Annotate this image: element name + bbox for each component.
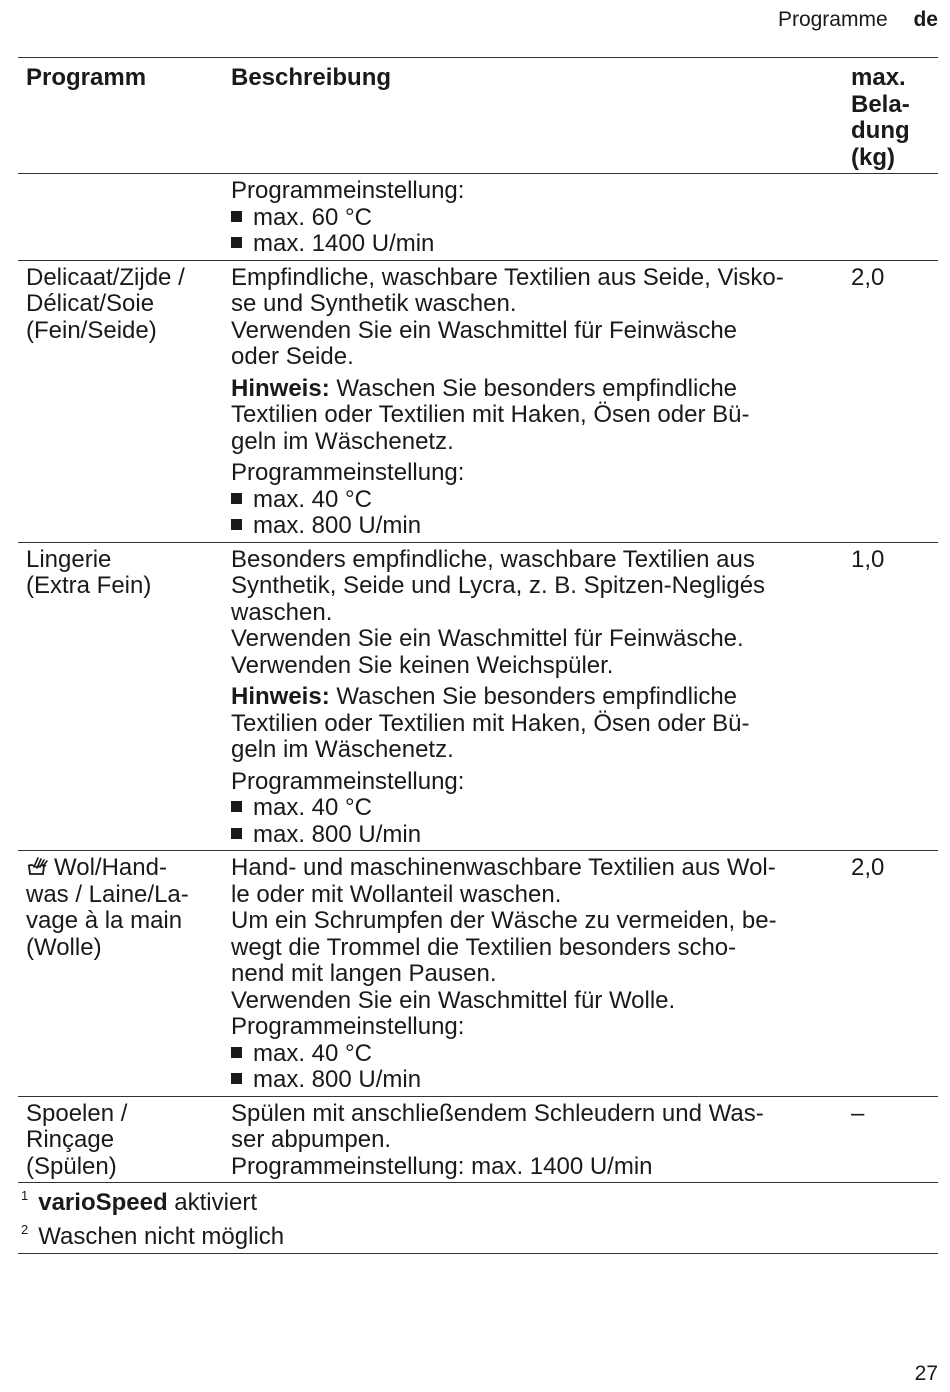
program-load: 1,0 [851, 542, 938, 851]
header-load-line: (kg) [851, 143, 895, 171]
program-name: Lingerie (Extra Fein) [18, 542, 231, 851]
setting-label: Programmeinstellung: [231, 767, 465, 795]
program-table [18, 57, 938, 1254]
program-name: Wol/Hand- was / Laine/La- vage à la main (Wolle) [18, 851, 231, 1097]
bullet-square-icon [231, 237, 242, 248]
footnotes [18, 1183, 938, 1254]
bullet-square-icon [231, 828, 242, 839]
settings-paragraph [231, 460, 847, 540]
program-description [231, 174, 851, 261]
header-load-line: dung [851, 117, 910, 144]
header-program: Programm [18, 58, 231, 174]
bullet-square-icon [231, 493, 242, 504]
setting-label: Programmeinstellung: [231, 1013, 465, 1040]
bullet-square-icon [231, 519, 242, 530]
bullet-item: max. 40 °C [231, 487, 847, 514]
header-load-line: Bela- [851, 90, 910, 118]
page-header [778, 8, 938, 32]
note-label: Hinweis: [231, 683, 330, 710]
bullet-square-icon [231, 1047, 242, 1058]
program-name: Delicaat/Zijde / Délicat/Soie (Fein/Seide) [18, 260, 231, 542]
program-description: Besonders empfindliche, waschbare Textilien aus Synthetik, Seide und Lycra, z. B. Spitzen-Negligés waschen. Verwenden Sie ein Waschmittel für Feinwäsche. Verwenden Sie keinen Weichspüler. Hinweis: Waschen Sie besonders empfindliche Textilien oder Textilien mit Haken, Ösen oder Bü- geln im Wäschenetz. Programmeinstellung: max. 40 °C max. 800 U/min [231, 542, 851, 851]
footnote-cell [18, 1183, 938, 1254]
setting-label: Programmeinstellung: [231, 177, 465, 204]
bullet-item: max. 800 U/min [231, 822, 847, 849]
page-number: 27 [914, 1362, 938, 1385]
header-load [851, 58, 938, 174]
hand-wash-icon [26, 855, 50, 877]
bullet-item: max. 40 °C [231, 795, 847, 822]
bullet-square-icon [231, 211, 242, 222]
section-title: Programme [777, 8, 888, 31]
program-name: Spoelen / Rinçage (Spülen) [18, 1096, 231, 1183]
settings-paragraph [231, 769, 847, 849]
footnote: $^1$ varioSpeed aktiviert [21, 1188, 257, 1216]
language-code: de [913, 8, 938, 31]
program-name [18, 174, 231, 261]
table-row [18, 542, 938, 851]
note-paragraph: Hinweis: Waschen Sie besonders empfindliche Textilien oder Textilien mit Haken, Ösen oder Bü- geln im Wäschenetz. [231, 374, 750, 455]
bullet-item: max. 40 °C [231, 1041, 847, 1068]
program-description: Hand- und maschinenwaschbare Textilien aus Wol- le oder mit Wollanteil waschen. Um ein Schrumpfen der Wäsche zu vermeiden, be- wegt die Trommel die Textilien besonders scho- nend mit langen Pausen. Verwenden Sie ein Waschmittel für Wolle. Programmeinstellung: max. 40 °C max. 800 U/min [231, 851, 851, 1097]
program-load: – [851, 1096, 938, 1183]
bullet-item: max. 800 U/min [231, 513, 847, 540]
table-row [18, 1096, 938, 1183]
note-label: Hinweis: [231, 374, 330, 402]
header-load-line: max. [851, 64, 906, 91]
note-paragraph: Hinweis: Waschen Sie besonders empfindliche Textilien oder Textilien mit Haken, Ösen oder Bü- geln im Wäschenetz. [231, 683, 750, 763]
bullet-square-icon [231, 801, 242, 812]
footnote: $^2$ Waschen nicht möglich [21, 1221, 285, 1250]
table-row [18, 260, 938, 542]
bullet-item: max. 800 U/min [231, 1067, 847, 1094]
table-header-row [18, 58, 938, 174]
table-row [18, 174, 938, 261]
program-description: Empfindliche, waschbare Textilien aus Seide, Visko- se und Synthetik waschen. Verwenden Sie ein Waschmittel für Feinwäsche oder Seide. Hinweis: Waschen Sie besonders empfindliche Textilien oder Textilien mit Haken, Ösen oder Bü- geln im Wäschenetz. Programmeinstellung: max. 40 °C max. 800 U/min [231, 260, 851, 542]
bullet-square-icon [231, 1073, 242, 1084]
program-description: Spülen mit anschließendem Schleudern und Was- ser abpumpen. Programmeinstellung: max. 1400 U/min [231, 1096, 851, 1183]
header-description: Beschreibung [231, 58, 851, 174]
bullet-item: max. 60 °C [231, 205, 847, 232]
program-load: 2,0 [851, 260, 938, 542]
program-load: 2,0 [851, 851, 938, 1097]
setting-label: Programmeinstellung: [231, 459, 465, 486]
bullet-item: max. 1400 U/min [231, 231, 847, 258]
program-load [851, 174, 938, 261]
table-row [18, 851, 938, 1097]
